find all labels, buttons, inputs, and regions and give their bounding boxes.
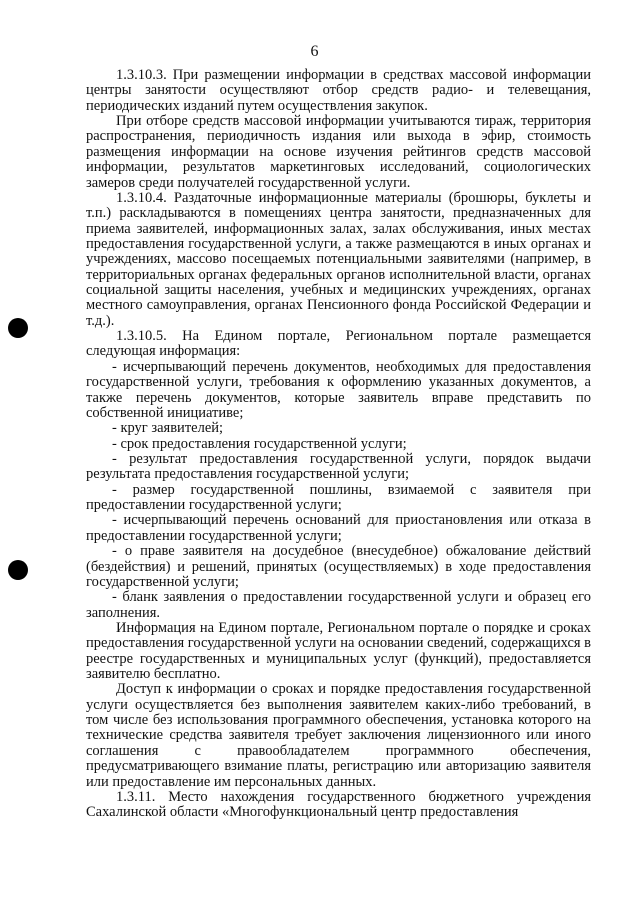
page-number: 6	[310, 43, 319, 60]
list-item-refusal-grounds: - исчерпывающий перечень оснований для приостановления или отказа в предоставлении государственной услуги;	[86, 512, 591, 544]
list-item-service-term: - срок предоставления государственной услуги;	[112, 435, 407, 452]
list-item-applicants: - круг заявителей;	[112, 420, 224, 437]
paragraph-free-information: Информация на Едином портале, Региональном портале о порядке и сроках предоставления государственной услуги на основании сведений, содержащихся в реестре государственных и муниципальных услуг (функций), предоставляется заявителю бесплатно.	[86, 619, 592, 683]
list-item-documents: - исчерпывающий перечень документов, необходимых для предоставления государственной услуги, требования к оформлению указанных документов, а также перечень документов, которые заявитель вправе представить по собственной инициативе;	[86, 358, 591, 421]
paragraph-1-3-10-4: 1.3.10.4. Раздаточные информационные материалы (брошюры, буклеты и т.п.) раскладываются в помещениях центра занятости, предназначенных для приема заявителей, информационных залах, залах обслуживания, иных местах предоставления государственной услуги, а также размещаются в иных органах и учреждениях, массово посещаемых потенциальными заявителями (например, в территориальных органах федеральных органов исполнительной власти, органах социальной защиты населения, учебных и медицинских учреждениях, органах местного самоуправления, органах Пенсионного фонда Российской Федерации и т.д.).	[86, 189, 591, 329]
binder-hole-top	[8, 318, 28, 338]
document-text	[86, 68, 591, 821]
binder-hole-bottom	[8, 560, 28, 580]
list-item-state-fee: - размер государственной пошлины, взимаемой с заявителя при предоставлении государственной услуги;	[86, 481, 591, 514]
list-item-service-result: - результат предоставления государственной услуги, порядок выдачи результата предоставления государственной услуги;	[86, 450, 591, 483]
list-item-application-form: - бланк заявления о предоставлении государственной услуги и образец его заполнения.	[86, 589, 591, 621]
paragraph-1-3-10-3: 1.3.10.3. При размещении информации в средствах массовой информации центры занятости осуществляют отбор средств радио- и телевещания, периодических изданий путем осуществления закупок.	[86, 67, 591, 114]
list-item-appeal-right: - о праве заявителя на досудебное (внесудебное) обжалование действий (бездействия) и решений, принятых (осуществляемых) в ходе предоставления государственной услуги;	[86, 543, 591, 590]
paragraph-1-3-11: 1.3.11. Место нахождения государственного бюджетного учреждения Сахалинской области «Многофункциональный центр предоставления	[86, 788, 591, 821]
paragraph-1-3-10-5: 1.3.10.5. На Едином портале, Региональном портале размещается следующая информация:	[86, 328, 591, 360]
paragraph-media-selection: При отборе средств массовой информации учитываются тираж, территория распространения, периодичность издания или выхода в эфир, стоимость размещения информации на основе изучения рейтингов средств массовой информации, результатов маркетинговых исследований, социологических замеров среди получателей государственной услуги.	[86, 113, 591, 191]
paragraph-information-access: Доступ к информации о сроках и порядке предоставления государственной услуги осуществляется без выполнения заявителем каких-либо требований, в том числе без использования программного обеспечения, установка которого на технические средства заявителя требует заключения лицензионного или иного соглашения с правообладателем программного обеспечения, предусматривающего взимание платы, регистрацию или авторизацию заявителя или предоставление им персональных данных.	[86, 681, 591, 790]
